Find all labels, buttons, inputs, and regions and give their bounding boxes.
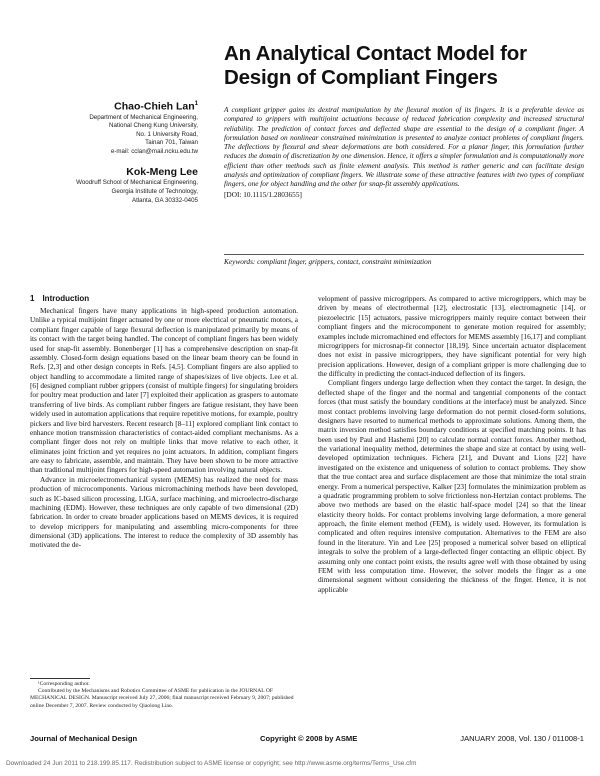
body-paragraph: Compliant fingers undergo large deflection when they contact the target. In design, the deflected shape of the finger and the normal and tangential components of the contact forces (that must satisfy the boundary conditions at the interface) must be analyzed. Since most contact problems involving large deformation do not permit closed-form solutions, designers have resorted to numerical methods to approximate solutions. Among them, the matrix inversion method satisfies boundary conditions at specified matching points. It has been used by Paul and Hashemi [20] to calculate normal contact forces. Another method, the variational inequality method, determines the shape and size at contact by using well-developed optimization techniques. Fichera [21], and Duvant and Lions [22] have investigated on the existence and uniqueness of solution to contact problems. They show that the true contact area and surface displacement are those that minimize the total strain energy. From a numerical perspective, Kalker [23] formulates the minimization problem as a quadratic programming problem to solve frictionless non-Hertzian contact problems. The above two methods are based on the elastic half-space model [24] so that the linear elasticity theory holds. For contact problems involving large deformation, a more general approach, the finite element method (FEM), is widely used. However, its formulation is complicated and often requires intensive computation. Alternatives to the FEM are also found in the literature. Yin and Lee [25] proposed a numerical solver based on elliptical integrals to solve the problem of a large-deflected finger contacting an elliptic object. By assuming only one contact point exists, the results agree well with those obtained by using FEM with less computation time. However, the solver models the finger as a one dimensional segment without considering the thickness of the finger. Hence, it is not applicable — [318, 378, 586, 594]
section-heading — [30, 294, 298, 304]
body-paragraph: Mechanical fingers have many applications in high-speed production automation. Unlike a typical multijoint finger actuated by one or more electrical or pneumatic motors, a compliant finger capable of large flexural deflection is manipulated primarily by means of its contact with the target being handled. The concept of compliant fingers has been widely used for snap-fit assembly. Bonenberger [1] has a comprehensive description on snap-fit assembly. Closed-form design equations based on the linear beam theory can be found in Refs. [2,3] and other design concepts in Refs. [4,5]. Compliant fingers are also applied to object handling to accommodate a limited range of shapes/sizes of live objects. Lee et al. [6] designed compliant rubber grippers (consist of multiple fingers) for singulating broiders for poultry meat production and later [7] exploited their application as graspers to automate transferring of live birds. As compliant rubber fingers are fatigue resistant, they have been widely used in automation applications that require repetitive motions, for example, poultry pickers and live bird harvesters. Recent research [8–11] explored compliant link contact to enhance motion transmission characteristics of contact-aided compliant mechanisms. As a compliant finger does not rely on multiple links that move relative to each other, it eliminates joint friction and yet requires no joint actuators. In addition, compliant fingers are easy to fabricate, assemble, and maintain. They have been shown to be more attractive than traditional multijoint fingers for high-speed automation involving natural objects. — [30, 306, 298, 475]
author-name: Kok-Meng Lee — [126, 166, 198, 179]
footnote: ¹Corresponding author. — [38, 681, 90, 687]
page-footer — [30, 734, 584, 746]
abstract-text: A compliant gripper gains its dextral manipulation by the flexural motion of its fingers. It is a preferable device as compared to grippers with multijoint actuations because of reduced fabrication complexity and increased structural reliability. The prediction of contact forces and deflected shape are essential to the design of a compliant finger. A formulation based on nonlinear constrained minimization is presented to analyze contact problems of compliant fingers. The deflections by flexural and shear deformations are both considered. For a planar finger, this formulation further reduces the domain of discretization by one dimension. Hence, it offers a simpler formulation and is computationally more efficient than other methods such as finite element analysis. This method is rather generic and can facilitate design analysis and optimization of compliant fingers. We illustrate some of these attractive features with two types of compliant fingers, one for object handling and the other for snap-fit assembly applications. — [224, 105, 584, 189]
section-number: 1 — [30, 294, 35, 303]
author-footnote-marker: 1 — [194, 101, 198, 107]
body-column-left — [30, 294, 298, 550]
author-name-text: Chao-Chieh Lan — [114, 100, 195, 113]
author-2 — [30, 166, 198, 205]
author-affiliation-line: Woodruff School of Mechanical Engineering, — [76, 179, 198, 187]
author-affiliation-line: Atlanta, GA 30332-0405 — [131, 196, 198, 204]
author-name — [30, 98, 198, 114]
download-notice: Downloaded 24 Jun 2011 to 218.199.85.117. Redistribution subject to ASME license or copyright; see http://www.asme.org/terms/Terms_Use.cfm — [6, 760, 417, 767]
volume-page-info: JANUARY 2008, Vol. 130 / 011008-1 — [460, 734, 584, 743]
author-email: e-mail: cclan@mail.ncku.edu.tw — [110, 147, 198, 155]
author-affiliation-line: Department of Mechanical Engineering, — [89, 113, 198, 121]
author-block — [30, 98, 198, 205]
paper-title: An Analytical Contact Model for Design of Compliant Fingers — [224, 42, 527, 89]
doi: [DOI: 10.1115/1.2803655] — [224, 189, 302, 199]
footnote-divider — [30, 678, 90, 679]
abstract-divider — [224, 254, 584, 255]
section-title: Introduction — [42, 294, 90, 303]
footnote: Contributed by the Mechanisms and Robotics Committee of ASME for publication in the JOURNAL OF MECHANICAL DESIGN. Manuscript received July 27, 2006; final manuscript received February 9, 2007; published online December 7, 2007. Review conducted by Qiaolong Liao. — [30, 688, 294, 709]
keywords: Keywords: compliant finger, grippers, contact, constraint minimization — [224, 257, 432, 266]
body-column-right — [318, 294, 586, 594]
author-1 — [30, 98, 198, 156]
body-paragraph: velopment of passive microgrippers. As compared to active microgrippers, which may be driven by means of electrothermal [12], electrostatic [13], electromagnetic [14], or piezoelectric [15] actuators, passive microgrippers mainly require contact between their compliant fingers and the microcomponent to generate motion required for assembly; examples include micromachined end effectors for MEMS assembly [16,17] and compliant microgrippers for microsnap-fit connector [18,19]. Since uncertain actuator displacement does not exist in passive microgrippers, they have significant potential for very high precision applications. However, design of a compliant gripper is more challenging due to the difficulty in predicting the contact-induced deflection of its fingers. — [318, 294, 586, 378]
author-affiliation-line: No. 1 University Road, — [136, 130, 198, 138]
abstract — [224, 105, 584, 199]
footnotes — [30, 681, 298, 710]
body-paragraph: Advance in microelectromechanical system (MEMS) has realized the need for mass production of microcomponents. Various micromachining methods have been developed, such as IC-based silicon processing, LIGA, surface machining, and microelectro-discharge machining (EDM). However, these techniques are only capable of two dimensional (2D) fabrication. In order to create broader applications based on MEMS devices, it is required to develop micrippers for manipulating and assembling micro-components for three dimensional (3D) applications. The interest to reduce the complexity of 3D assembly has motivated the de- — [30, 474, 298, 550]
copyright: Copyright © 2008 by ASME — [260, 734, 358, 743]
author-affiliation-line: Tainan 701, Taiwan — [145, 139, 198, 147]
author-affiliation-line: National Cheng Kung University, — [109, 122, 198, 130]
journal-name: Journal of Mechanical Design — [30, 734, 138, 743]
author-affiliation-line: Georgia Institute of Technology, — [111, 188, 198, 196]
